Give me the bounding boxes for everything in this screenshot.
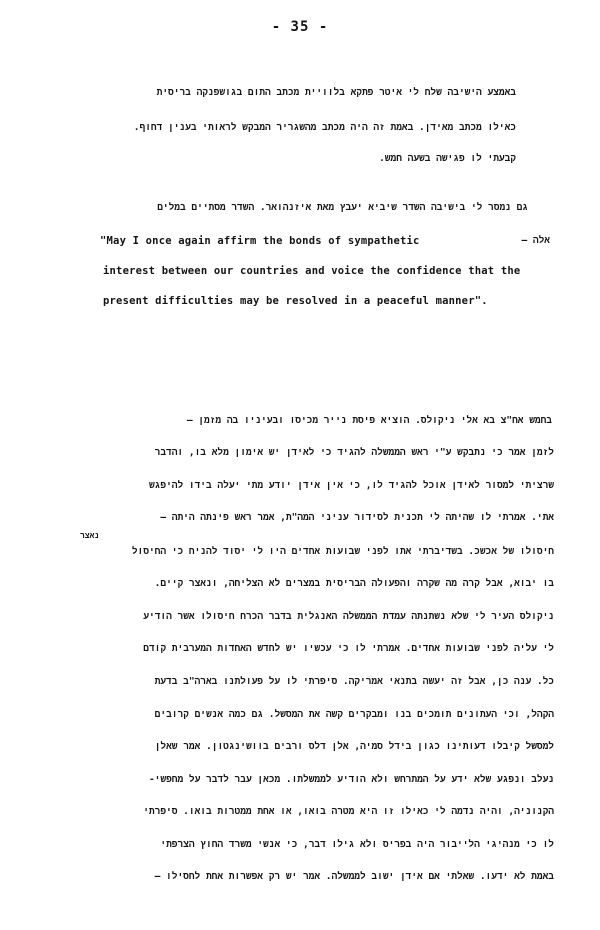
text-line: גם נמסר לי בישיבה השדר שיביא יעבץ מאת איזנהואר. השדר מסתיים במלים [157, 202, 528, 213]
text-line: כל. ענה כן, אבל זה יעשה בתנאי אמריקה. סיפרתי לו על פעולתנו בארה"ב בדעת [154, 676, 554, 687]
text-line: ניקולס העיר לי שלא נשתנתה עמדת הממשלה האנגלית בדבר הכרח חיסולו אשר הודיע [143, 611, 554, 622]
text-line: כאילו מכתב מאידן. באמת זה היה מכתב מהשגריר המבקש לראותי בענין דחוף. [133, 122, 516, 133]
text-line: הקנוניה, והיה נדמה לי כאילו זו היא מטרה בואו, או אחת ממטרות בואו. סיפרתי [143, 806, 554, 817]
text-line: למסשל קיבלו דעותינו כגון בידל סמיה, אלן דלס ורבים בוושינגטון. אמר שאלן [154, 741, 554, 752]
text-line: הקהל, וכי העתונים תומכים בנו ומבקרים קשה את המסשל. גם כמה אנשים קרובים [154, 709, 554, 720]
text-line: אלה – [521, 235, 550, 246]
text-line: חיסולו של אכשכ. בשדיברתי אתו לפני שבועות אחדים היו לי יסוד להניח כי החיסול [131, 546, 554, 557]
english-quote-line: "May I once again affirm the bonds of sympathetic [100, 235, 420, 247]
page-number: - 35 - [271, 19, 329, 35]
text-line: לו כי מנהיגי הלייבור היה בפריס ולא גילו דבר, כי אנשי משרד החוץ הצרפתי [160, 839, 554, 850]
text-line: באמצע הישיבה שלח לי איטר פתקא בלוויית מכתב התום בגושפנקה בריסית [156, 87, 516, 98]
text-line: שרציתי למסור לאידן אוכל להגיד לו, כי אין אידן יודע מתי יעלה בידו להיפגש [148, 480, 554, 491]
text-line: לי עליה לפני שבועות אחדים. אמרתי לו כי עכשיו יש לחדש האחדות המערבית קודם [143, 643, 554, 654]
text-line: לזמן אמר כי נתבקש ע"י ראש הממשלה להגיד כי לאידן יש אימון מלא בו, והדבר [154, 447, 554, 458]
text-line: בחמש אח"צ בא אלי ניקולס. הוציא פיסת נייר מכיסו ובעיניו בה מזמן – [186, 415, 552, 426]
inserted-correction: נאצר [80, 531, 100, 540]
text-line: בו יבוא, אבל קרה מה שקרה והפעולה הבריסית במצרים לא הצליחה, ונאצר קיים. [154, 578, 554, 589]
english-quote-line: present difficulties may be resolved in a peaceful manner". [103, 295, 488, 307]
text-line: אתי. אמרתי לו שהיתה לי תכנית לסידור עניני המה"ת, אמר ראש פינתה היתה – [160, 512, 554, 523]
text-line: נעלב ונפגע שלא ידע על המתרחש ולא הודיע לממשלתו. מכאן עבר לדבר על מחפשי- [148, 774, 554, 785]
text-line: באמת לא ידעו. שאלתי אם אידן ישוב לממשלה. אמר יש רק אפשרות אחת לחסילו – [154, 871, 554, 882]
english-quote-line: interest between our countries and voice the confidence that the [103, 265, 521, 277]
text-line: קבעתי לו פגישה בשעה חמש. [379, 153, 516, 164]
